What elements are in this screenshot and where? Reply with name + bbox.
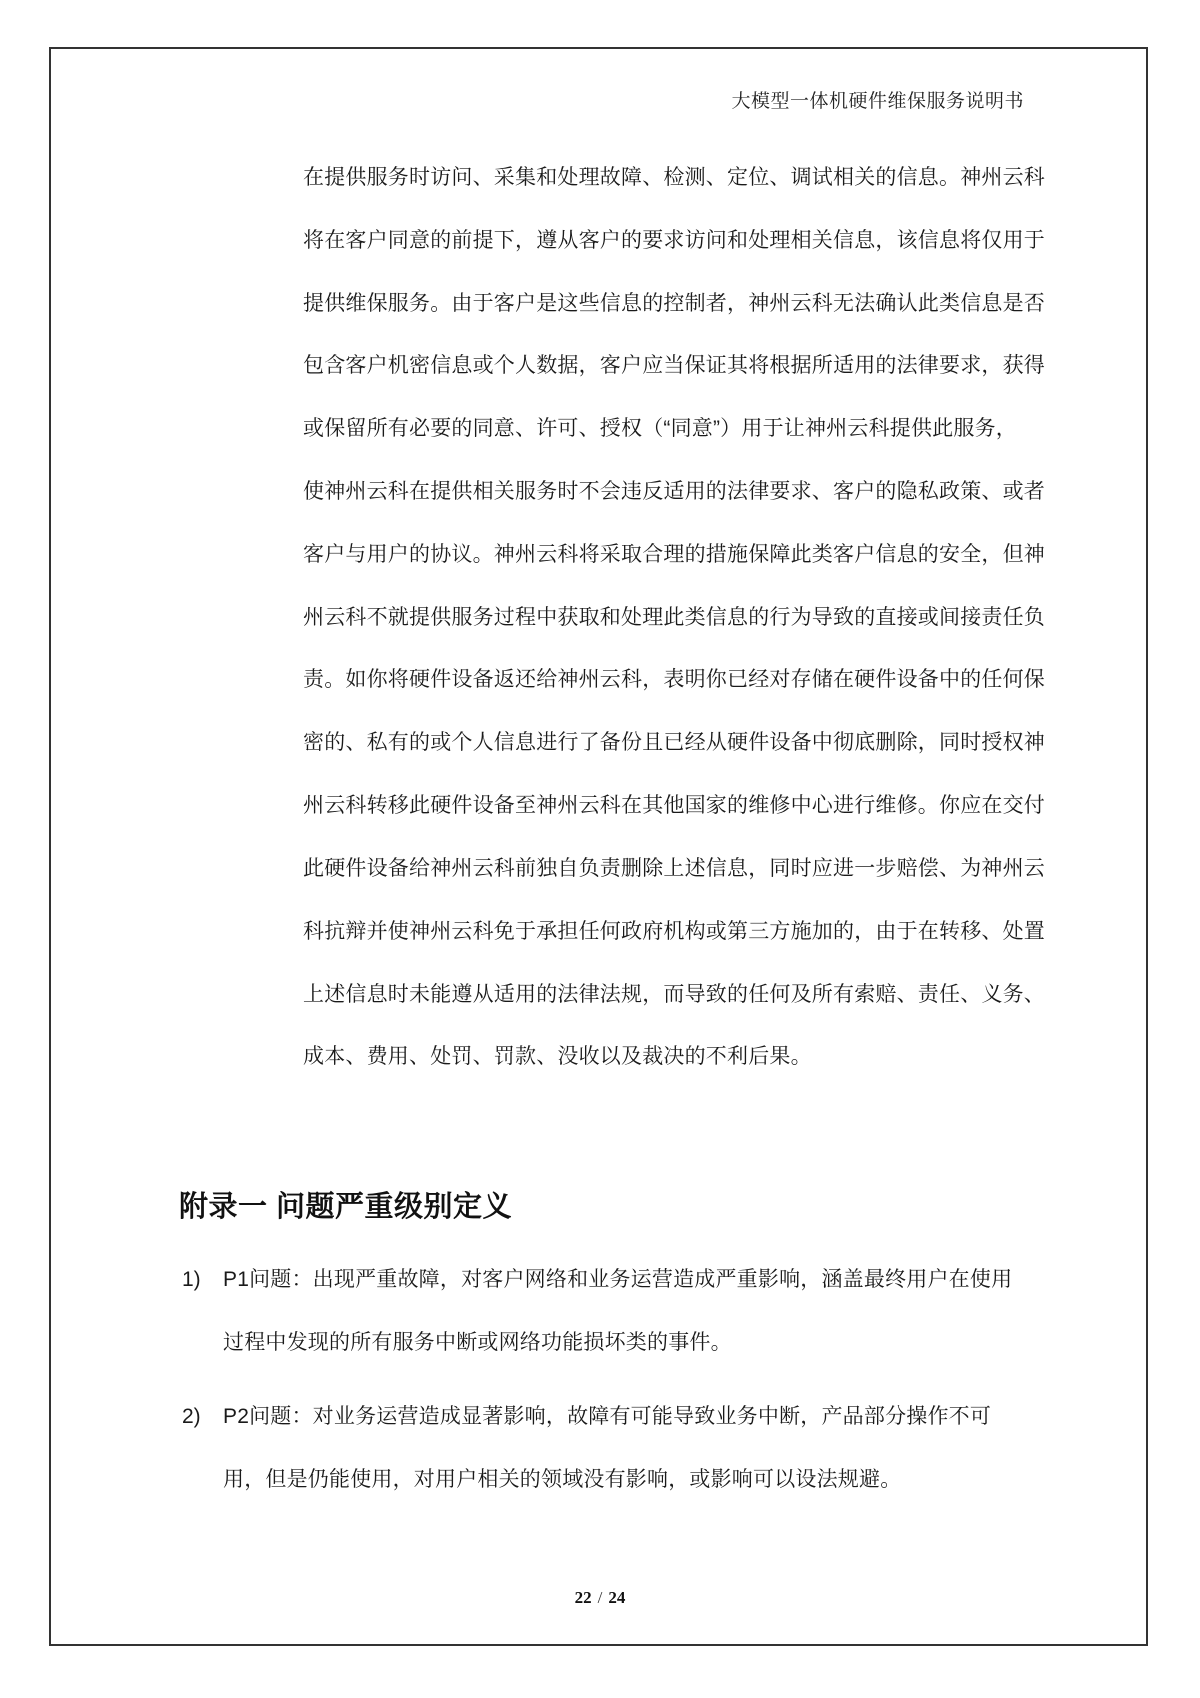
appendix-heading: 附录一 问题严重级别定义	[179, 1191, 513, 1223]
list-item-line: 过程中发现的所有服务中断或网络功能损坏类的事件。	[223, 1331, 732, 1354]
page-number-separator: /	[597, 1588, 603, 1607]
paragraph-line: 包含客户机密信息或个人数据，客户应当保证其将根据所适用的法律要求，获得	[303, 354, 1045, 377]
paragraph-line: 责。如你将硬件设备返还给神州云科，表明你已经对存储在硬件设备中的任何保	[303, 668, 1045, 691]
list-item-line: 用，但是仍能使用，对用户相关的领域没有影响，或影响可以设法规避。	[223, 1468, 902, 1491]
paragraph-line: 或保留所有必要的同意、许可、授权（“同意”）用于让神州云科提供此服务，	[303, 417, 1017, 440]
paragraph-line: 成本、费用、处罚、罚款、没收以及裁决的不利后果。	[303, 1045, 812, 1068]
page-number-total: 24	[608, 1588, 626, 1607]
list-item-number: 2)	[182, 1405, 201, 1428]
paragraph-line: 使神州云科在提供相关服务时不会违反适用的法律要求、客户的隐私政策、或者	[303, 480, 1045, 503]
paragraph-line: 提供维保服务。由于客户是这些信息的控制者，神州云科无法确认此类信息是否	[303, 292, 1045, 315]
paragraph-line: 客户与用户的协议。神州云科将采取合理的措施保障此类客户信息的安全，但神	[303, 543, 1045, 566]
paragraph-line: 在提供服务时访问、采集和处理故障、检测、定位、调试相关的信息。神州云科	[303, 166, 1045, 189]
list-item-line: P1问题：出现严重故障，对客户网络和业务运营造成严重影响，涵盖最终用户在使用	[223, 1268, 1013, 1291]
page-number-current: 22	[574, 1588, 592, 1607]
paragraph-line: 科抗辩并使神州云科免于承担任何政府机构或第三方施加的，由于在转移、处置	[303, 920, 1045, 943]
paragraph-line: 上述信息时未能遵从适用的法律法规，而导致的任何及所有索赔、责任、义务、	[303, 983, 1045, 1006]
list-item-line: P2问题：对业务运营造成显著影响，故障有可能导致业务中断，产品部分操作不可	[223, 1405, 992, 1428]
paragraph-line: 密的、私有的或个人信息进行了备份且已经从硬件设备中彻底删除，同时授权神	[303, 731, 1045, 754]
paragraph-line: 此硬件设备给神州云科前独自负责删除上述信息，同时应进一步赔偿、为神州云	[303, 857, 1045, 880]
paragraph-line: 将在客户同意的前提下，遵从客户的要求访问和处理相关信息，该信息将仅用于	[303, 229, 1045, 252]
page-number	[0, 1588, 1200, 1608]
paragraph-line: 州云科不就提供服务过程中获取和处理此类信息的行为导致的直接或间接责任负	[303, 606, 1045, 629]
document-header-title: 大模型一体机硬件维保服务说明书	[731, 91, 1024, 112]
list-item-number: 1)	[182, 1268, 201, 1291]
paragraph-line: 州云科转移此硬件设备至神州云科在其他国家的维修中心进行维修。你应在交付	[303, 794, 1045, 817]
